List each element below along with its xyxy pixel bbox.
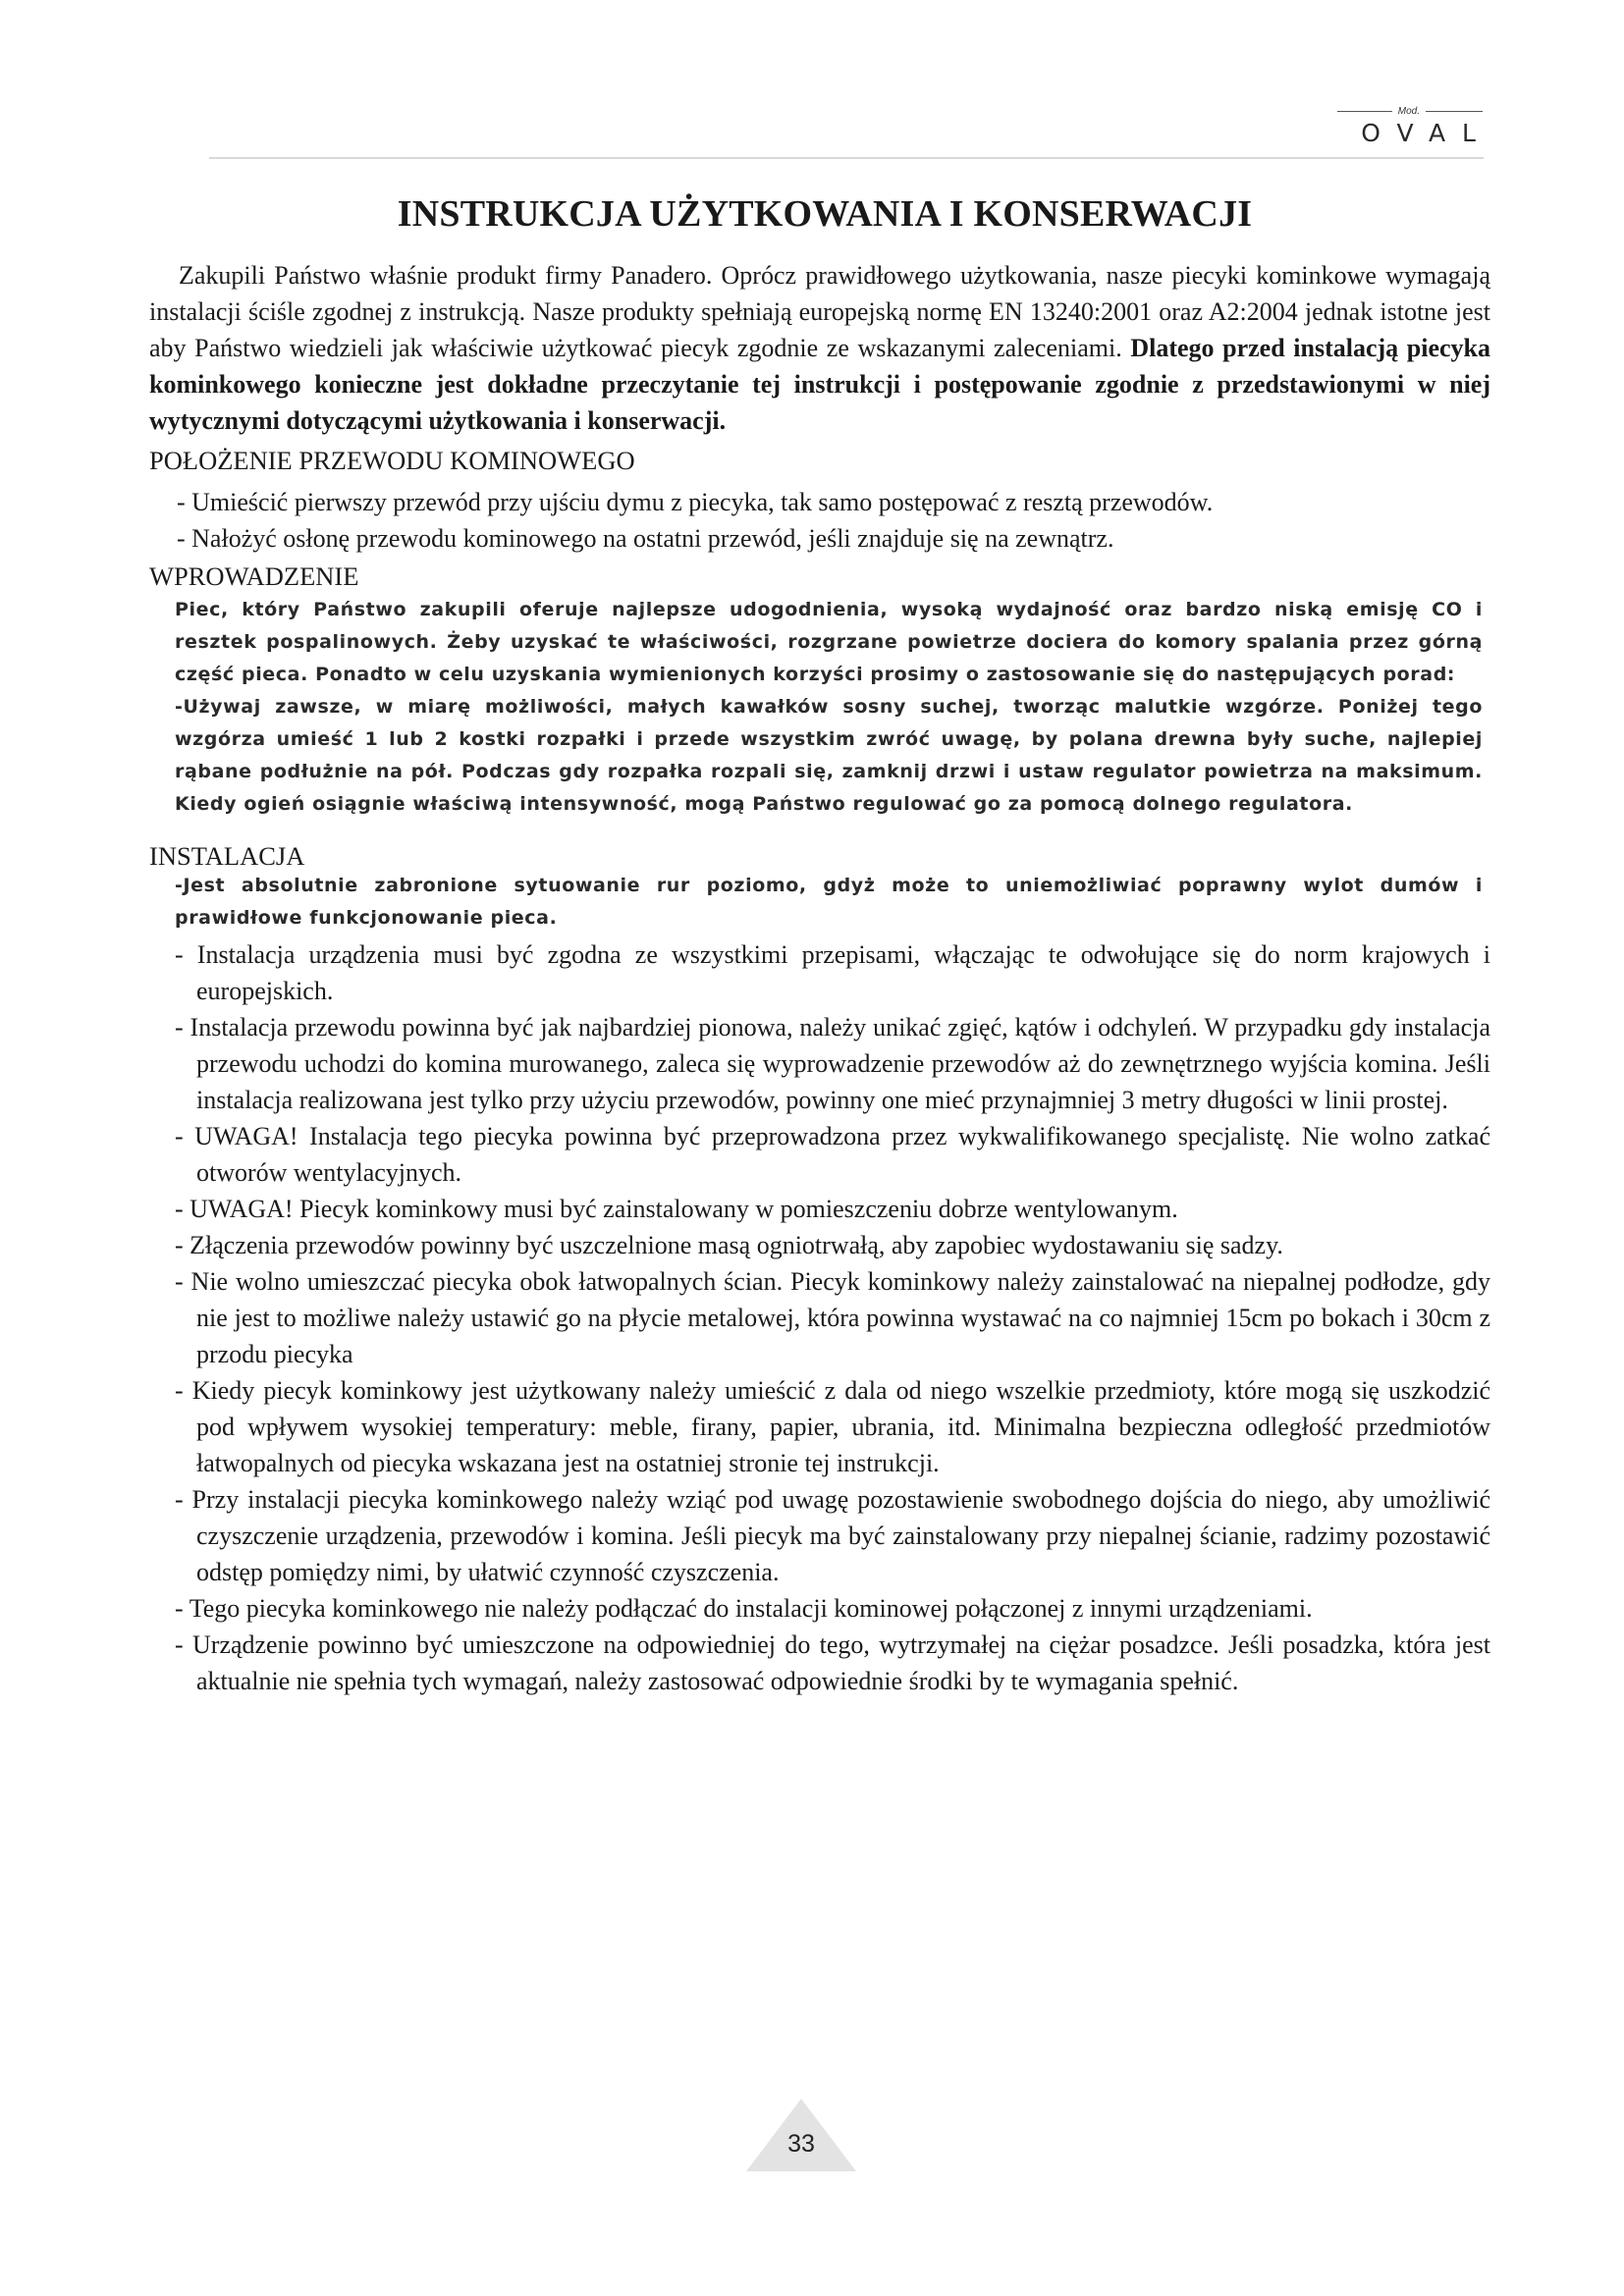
page-number: 33 (787, 2130, 815, 2158)
list-item: - UWAGA! Piecyk kominkowy musi być zainstalowany w pomieszczeniu dobrze wentylowanym. (175, 1195, 1178, 1223)
list-item: - Nie wolno umieszczać piecyka obok łatwopalnych ścian. Piecyk kominkowy należy zainstalować na niepalnej podłodze, gdy nie jest to możliwe należy ustawić go na płycie metalowej, która powinna wystawać na co najmniej 15cm po bokach i 30cm z przodu piecyka (175, 1267, 1490, 1368)
list-item: - UWAGA! Instalacja tego piecyka powinna być przeprowadzona przez wykwalifikowanego specjalistę. Nie wolno zatkać otworów wentylacyjnych. (175, 1122, 1490, 1187)
installation-note-text: -Jest absolutnie zabronione sytuowanie rur poziomo, gdyż może to uniemożliwiać poprawny wylot dumów i prawidłowe funkcjonowanie pieca. (175, 875, 1483, 929)
list-item: - Tego piecyka kominkowego nie należy podłączać do instalacji kominowej połączonej z innymi urządzeniami. (175, 1594, 1313, 1623)
list-item: - Instalacja urządzenia musi być zgodna ze wszystkimi przepisami, włączając te odwołujące się do norm krajowych i europejskich. (175, 940, 1490, 1005)
introduction-paragraph-1: Piec, który Państwo zakupili oferuje najlepsze udogodnienia, wysoką wydajność oraz bardzo niską emisję CO i resztek pospalinowych. Żeby uzyskać te właściwości, rozgrzane powietrze dociera do komory spalania przez górną część pieca. Ponadto w celu uzyskania wymienionych korzyści prosimy o zastosowanie się do następujących porad: (175, 599, 1483, 685)
section-heading-installation: INSTALACJA (149, 841, 305, 871)
logo-mod-text: Mod. (1397, 106, 1420, 117)
chimney-list (149, 484, 1490, 557)
list-item: - Kiedy piecyk kominkowy jest użytkowany należy umieścić z dala od niego wszelkie przedmioty, które mogą się uszkodzić pod wpływem wysokiej temperatury: meble, firany, papier, ubrania, itd. Minimalna bezpieczna odległość przedmiotów łatwopalnych od piecyka wskazana jest na ostatniej stronie tej instrukcji. (175, 1376, 1490, 1477)
intro-bold-text: Dlatego przed instalacją piecyka kominkowego konieczne jest dokładne przeczytanie tej instrukcji i postępowanie zgodnie z przedstawionymi w niej wytycznymi dotyczącymi użytkowania i konserwacji. (149, 334, 1490, 435)
installation-list (149, 936, 1490, 1699)
installation-note (149, 870, 1490, 934)
introduction-block (149, 594, 1490, 821)
intro-text: Zakupili Państwo właśnie produkt firmy Panadero. Oprócz prawidłowego użytkowania, nasze piecyki kominkowe wymagają instalacji ściśle zgodnej z instrukcją. Nasze produkty spełniają europejską normę EN 13240:2001 oraz A2:2004 jednak istotne jest aby Państwo wiedzieli jak właściwie użytkować piecyk zgodnie ze wskazanymi zaleceniami. (149, 261, 1490, 362)
brand-logo (1316, 106, 1492, 147)
list-item: - Przy instalacji piecyka kominkowego należy wziąć pod uwagę pozostawienie swobodnego dojścia do niego, aby umożliwić czyszczenie urządzenia, przewodów i komina. Jeśli piecyk ma być zainstalowany przy niepalnej ścianie, radzimy pozostawić odstęp pomiędzy nimi, by ułatwić czynność czyszczenia. (175, 1485, 1490, 1586)
page-title: INSTRUKCJA UŻYTKOWANIA I KONSERWACJI (397, 193, 1253, 235)
list-item: - Nałożyć osłonę przewodu kominowego na ostatni przewód, jeśli znajduje się na zewnątrz. (177, 524, 1114, 553)
introduction-paragraph-2: -Używaj zawsze, w miarę możliwości, małych kawałków sosny suchej, tworząc malutkie wzgórze. Poniżej tego wzgórza umieść 1 lub 2 kostki rozpałki i przede wszystkim zwróć uwagę, by polana drewna były suche, najlepiej rąbane podłużnie na pół. Podczas gdy rozpałka rozpali się, zamknij drzwi i ustaw regulator powietrza na maksimum. Kiedy ogień osiągnie właściwą intensywność, mogą Państwo regulować go za pomocą dolnego regulatora. (175, 696, 1483, 815)
logo-line-right (1426, 111, 1483, 112)
header-divider (209, 157, 1484, 159)
list-item: - Instalacja przewodu powinna być jak najbardziej pionowa, należy unikać zgięć, kątów i odchyleń. W przypadku gdy instalacja przewodu uchodzi do komina murowanego, zaleca się wyprowadzenie przewodów aż do zewnętrznego wyjścia komina. Jeśli instalacja realizowana jest tylko przy użyciu przewodów, powinny one mieć przynajmniej 3 metry długości w linii prostej. (175, 1013, 1490, 1114)
intro-paragraph (149, 257, 1490, 439)
logo-line-left (1337, 111, 1392, 112)
list-item: - Złączenia przewodów powinny być uszczelnione masą ogniotrwałą, aby zapobiec wydostawaniu się sadzy. (175, 1231, 1283, 1259)
page-content (149, 192, 1490, 1699)
section-heading-chimney: POŁOŻENIE PRZEWODU KOMINOWEGO (149, 446, 635, 475)
list-item: - Umieścić pierwszy przewód przy ujściu dymu z piecyka, tak samo postępować z resztą przewodów. (177, 488, 1214, 516)
section-heading-intro: WPROWADZENIE (149, 561, 359, 591)
list-item: - Urządzenie powinno być umieszczone na odpowiedniej do tego, wytrzymałej na ciężar posadzce. Jeśli posadzka, która jest aktualnie nie spełnia tych wymagań, należy zastosować odpowiednie środki by te wymagania spełnić. (175, 1630, 1490, 1695)
logo-word: OVAL (1361, 119, 1492, 147)
logo-model-label (1316, 106, 1483, 117)
